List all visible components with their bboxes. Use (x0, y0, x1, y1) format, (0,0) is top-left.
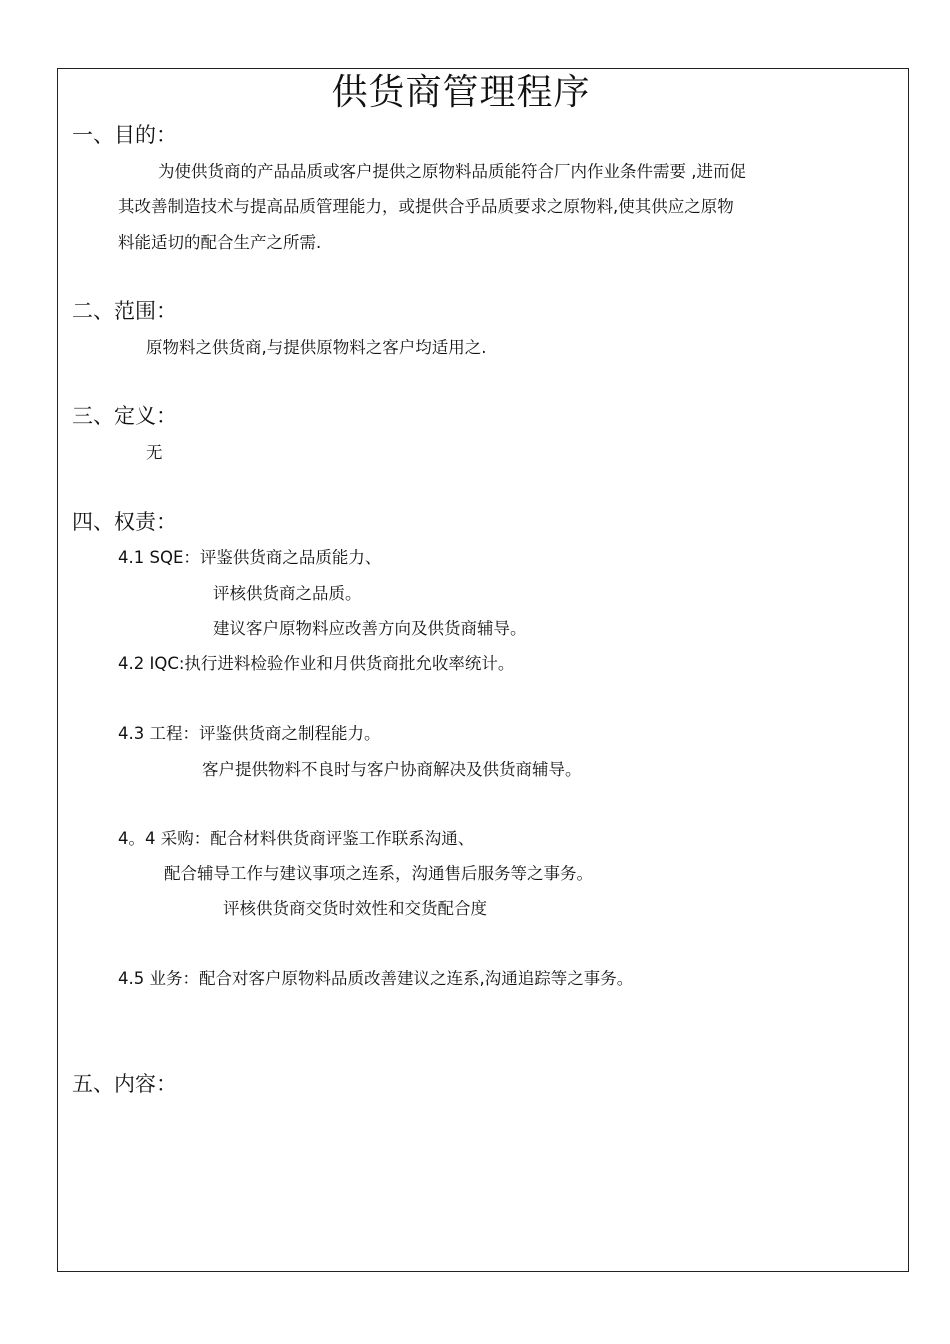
purchasing-line-3: 评核供货商交货时效性和交货配合度 (223, 899, 487, 918)
section-heading-purpose: 一、目的： (72, 123, 177, 147)
sqe-line-2: 评核供货商之品质。 (213, 584, 362, 603)
sqe-line-3: 建议客户原物料应改善方向及供货商辅导。 (213, 619, 527, 638)
scope-line: 原物料之供货商,与提供原物料之客户均适用之. (146, 338, 487, 357)
section-heading-responsibilities: 四、权责： (72, 510, 177, 534)
purchasing-line-1: 4。4 采购：配合材料供货商评鉴工作联系沟通、 (118, 829, 475, 848)
section-heading-scope: 二、范围： (72, 299, 177, 323)
purpose-line-1: 为使供货商的产品品质或客户提供之原物料品质能符合厂内作业条件需要 ,进而促 (158, 162, 746, 181)
sqe-line-1: 4.1 SQE：评鉴供货商之品质能力、 (118, 548, 382, 567)
purchasing-line-2: 配合辅导工作与建议事项之连系，沟通售后服务等之事务。 (164, 864, 593, 883)
purpose-line-3: 料能适切的配合生产之所需. (118, 233, 322, 252)
engineering-line-1: 4.3 工程：评鉴供货商之制程能力。 (118, 724, 381, 743)
sales-line: 4.5 业务：配合对客户原物料品质改善建议之连系,沟通追踪等之事务。 (118, 969, 634, 988)
document-title: 供货商管理程序 (331, 72, 591, 113)
section-heading-content: 五、内容： (72, 1072, 177, 1096)
purpose-line-2: 其改善制造技术与提高品质管理能力，或提供合乎品质要求之原物料,使其供应之原物 (118, 197, 734, 216)
engineering-line-2: 客户提供物料不良时与客户协商解决及供货商辅导。 (202, 760, 582, 779)
section-heading-definition: 三、定义： (72, 404, 177, 428)
iqc-line: 4.2 IQC:执行进料检验作业和月供货商批允收率统计。 (118, 654, 515, 673)
definition-line: 无 (146, 443, 163, 462)
